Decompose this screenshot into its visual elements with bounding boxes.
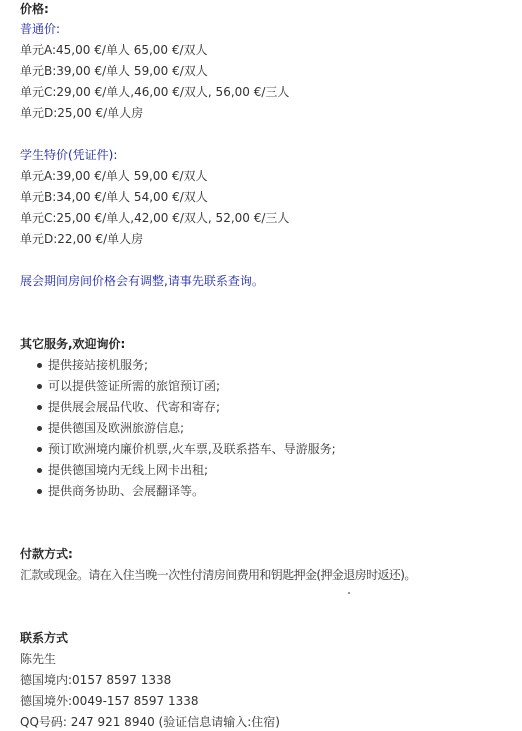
price-notice: 展会期间房间价格会有调整,请事先联系查询。 (20, 274, 264, 288)
contact-phone-domestic: 德国境内:0157 8597 1338 (20, 673, 172, 687)
service-item: 提供商务协助、会展翻译等。 (48, 484, 205, 498)
contact-phone-abroad: 德国境外:0049-157 8597 1338 (20, 694, 199, 708)
payment-text: 汇款或现金。请在入住当晚一次性付清房间费用和钥匙押金(押金退房时返还)。 (20, 568, 416, 582)
student-price-row: 单元A:39,00 €/单人 59,00 €/双人 (20, 169, 208, 183)
normal-price-title: 普通价: (20, 22, 61, 36)
service-item: 提供接站接机服务; (48, 358, 149, 372)
normal-price-row: 单元C:29,00 €/单人,46,00 €/双人, 56,00 €/三人 (20, 85, 290, 99)
student-price-row: 单元B:34,00 €/单人 54,00 €/双人 (20, 190, 208, 204)
service-item: 提供德国及欧洲旅游信息; (48, 421, 185, 435)
student-price-title: 学生特价(凭证件): (20, 148, 118, 162)
student-price-row: 单元D:22,00 €/单人房 (20, 232, 144, 246)
service-item: 可以提供签证所需的旅馆预订函; (48, 379, 221, 393)
contact-name: 陈先生 (20, 652, 57, 666)
service-item: 预订欧洲境内廉价机票,火车票,及联系搭车、导游服务; (48, 442, 336, 456)
payment-heading: 付款方式: (20, 547, 73, 561)
contact-heading: 联系方式 (20, 631, 69, 645)
services-heading: 其它服务,欢迎询价: (20, 337, 126, 351)
normal-price-row: 单元A:45,00 €/单人 65,00 €/双人 (20, 43, 208, 57)
service-item: 提供德国境内无线上网卡出租; (48, 463, 209, 477)
normal-price-row: 单元D:25,00 €/单人房 (20, 106, 144, 120)
contact-qq: QQ号码: 247 921 8940 (验证信息请输入:住宿) (20, 715, 280, 729)
student-price-row: 单元C:25,00 €/单人,42,00 €/双人, 52,00 €/三人 (20, 211, 290, 225)
stray-dot (348, 592, 350, 594)
price-heading: 价格: (20, 2, 49, 16)
normal-price-row: 单元B:39,00 €/单人 59,00 €/双人 (20, 64, 208, 78)
service-item: 提供展会展品代收、代寄和寄存; (48, 400, 221, 414)
